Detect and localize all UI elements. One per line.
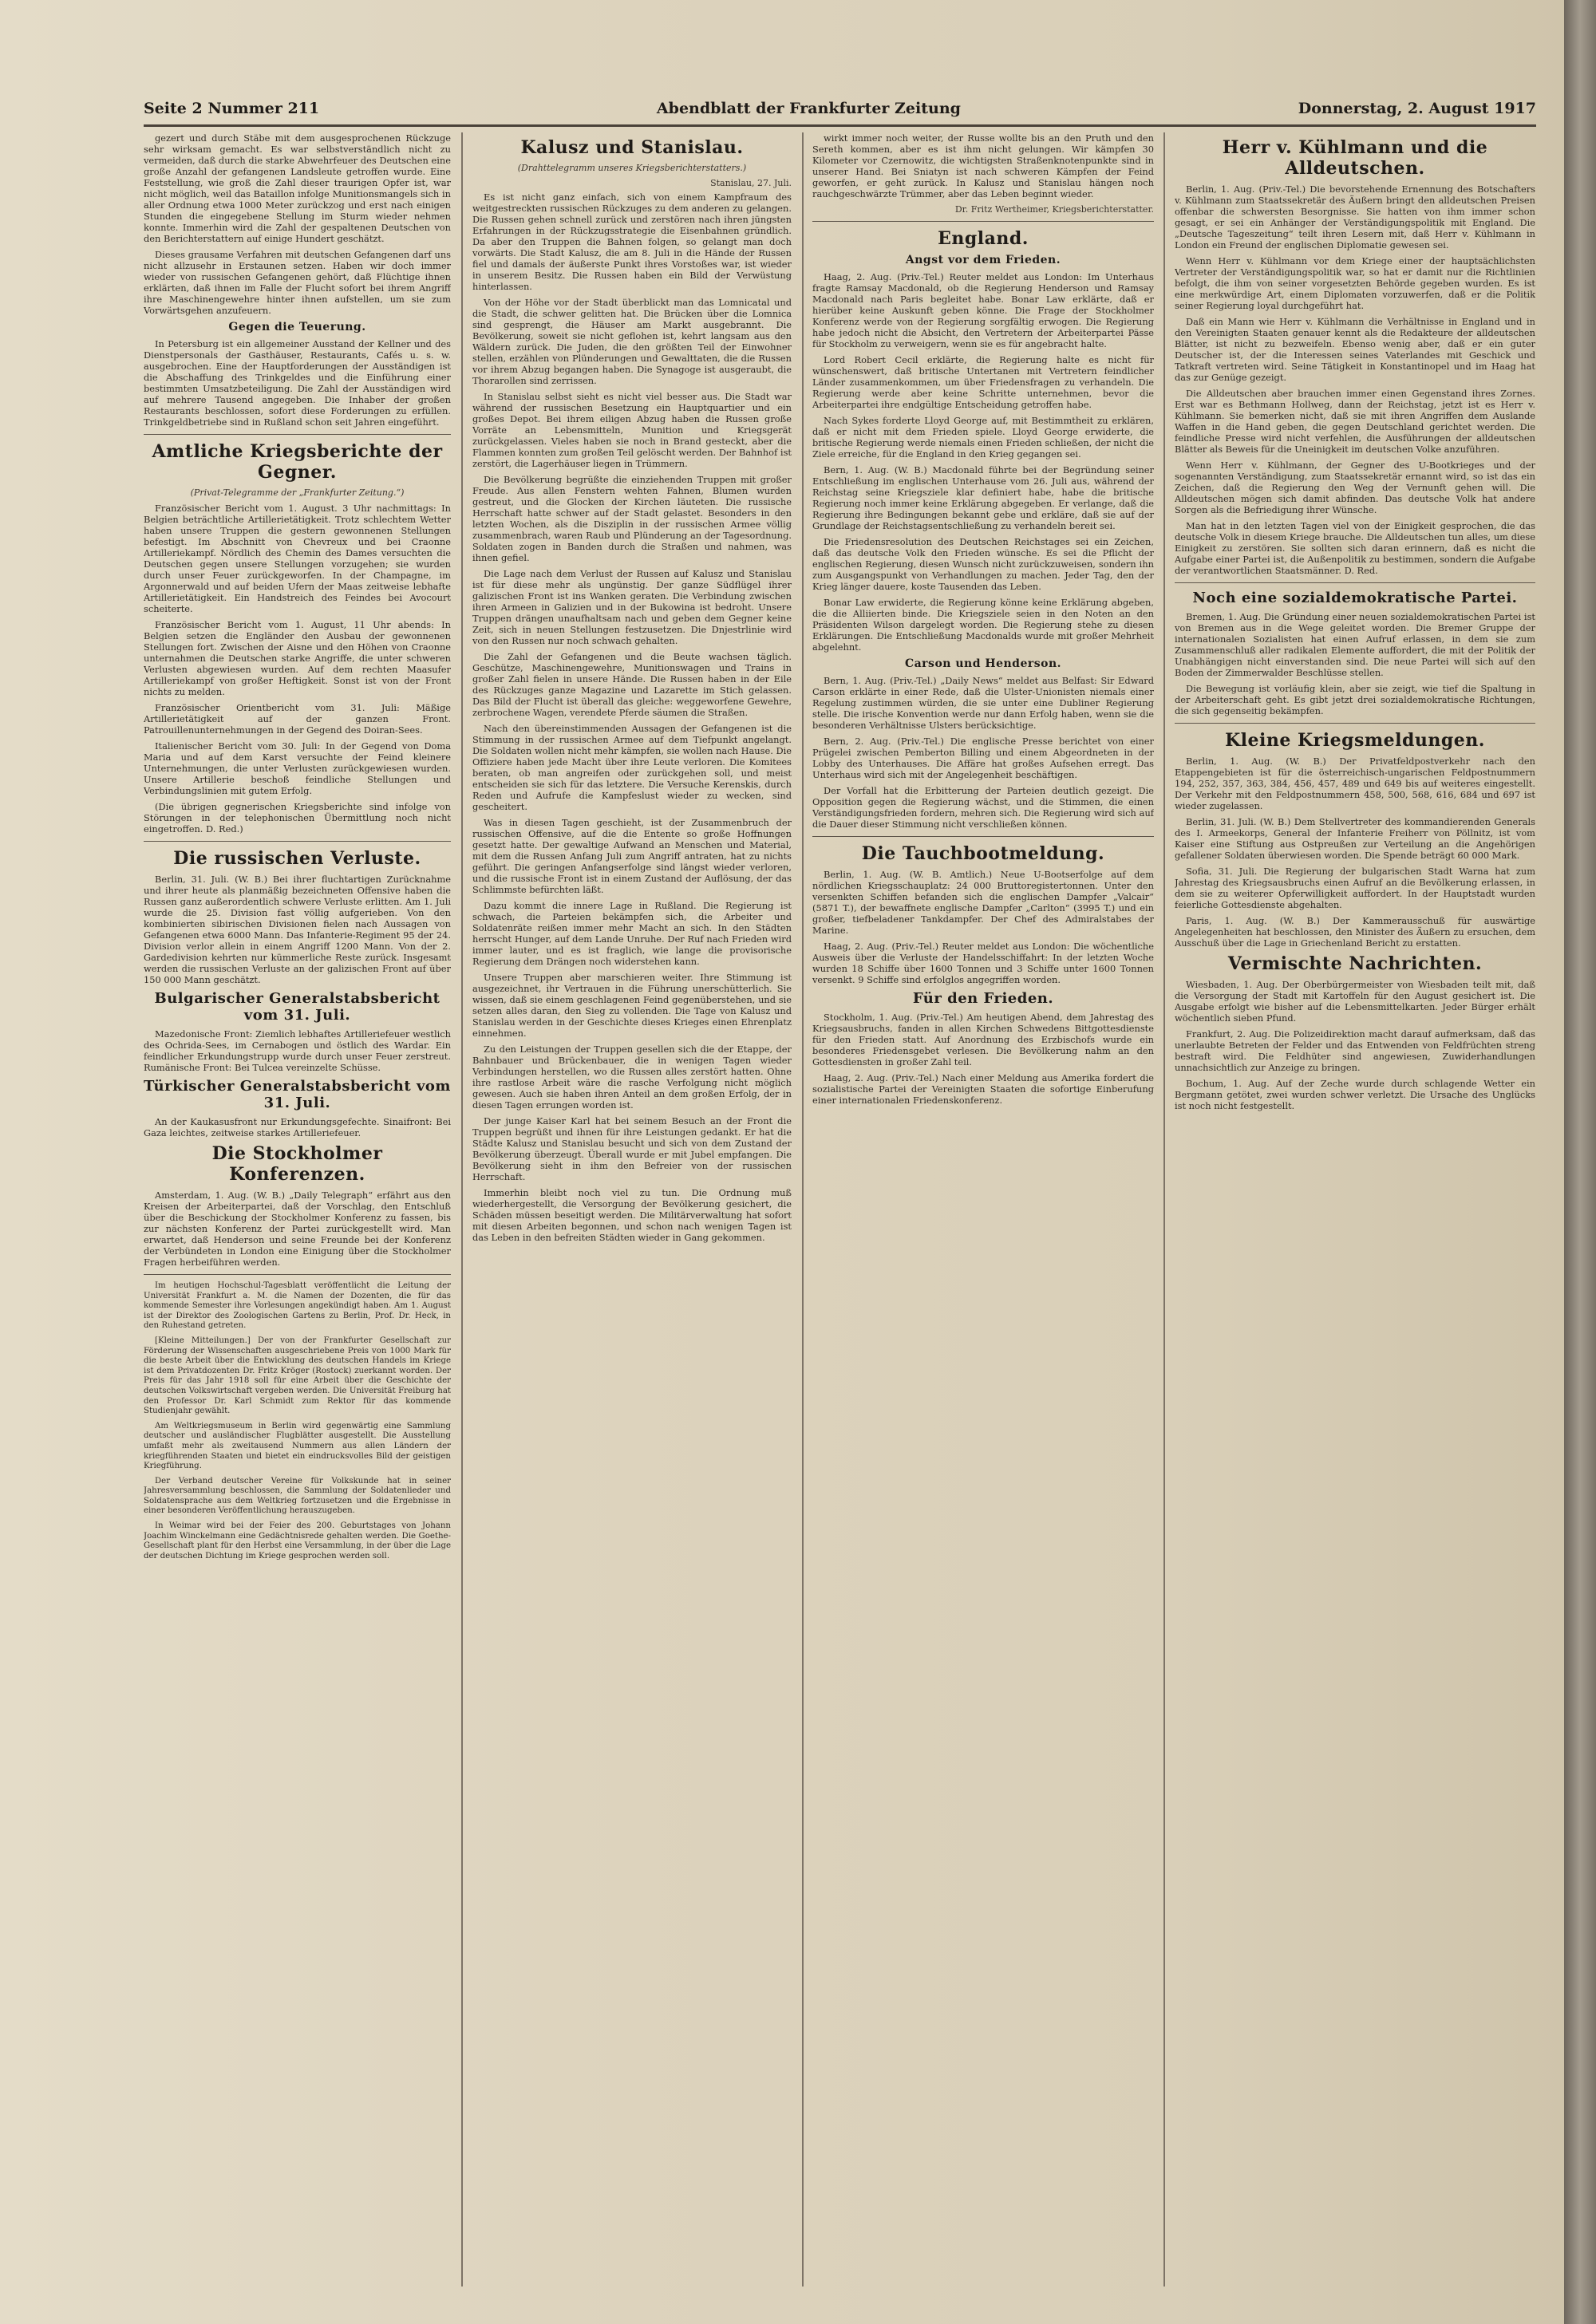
article-headline: Kalusz und Stanislau. [520,137,744,158]
article-paragraph: Italienischer Bericht vom 30. Juli: In der Gegend von Doma Maria und auf dem Karst versuchte der Feind kleinere Unternehmungen, die unter Verlusten zurückgewiesen wurden. Unsere Artillerie beschoß feindliche Stellungen und Verbindungslinien mit gutem Erfolg. [144,740,451,796]
article-paragraph: Paris, 1. Aug. (W. B.) Der Kammerausschuß für auswärtige Angelegenheiten hat beschlossen, den Minister des Äußern zu ersuchen, dem Ausschuß über die Lage in Griechenland Bericht zu erstatten. [1175,915,1535,949]
article-paragraph: In Stanislau selbst sieht es nicht viel besser aus. Die Stadt war während der russischen Besetzung ein Hauptquartier und ein großes Depot. Bei ihrem eiligen Abzug haben die Russen große Vorräte an Lebensmitteln, Munition und Kriegsgerät zurückgelassen. Vieles haben sie noch in Brand gesteckt, aber die Flammen konnten zum großen Teil gelöscht werden. Der Bahnhof ist zerstört, die Lagerhäuser liegen in Trümmern. [472,391,792,469]
article-paragraph: Es ist nicht ganz einfach, sich von einem Kampfraum des weitgestreckten russischen Rückzuges zu dem anderen zu gelangen. Die Russen gehen schnell zurück und zerstören nach ihren jüngsten Erfahrungen in der Rückzugsstrategie die Eisenbahnen gründlich. Da aber den Truppen die Bahnen folgen, so gelangt man doch vorwärts. Die Stadt Kalusz, die am 8. Juli in die Hände der Russen fiel und damals der äußerste Punkt ihres Vorstoßes war, ist wieder in unserem Besitz. Die Russen haben ein Bild der Verwüstung hinterlassen. [472,191,792,292]
article-paragraph: Wenn Herr v. Kühlmann vor dem Kriege einer der hauptsächlichsten Vertreter der Verständigungspolitik war, so hat er damit nur die Richtlinien befolgt, die ihm von seiner vorgesetzten Behörde gegeben wurden. Es ist eine merkwürdige Art, einem Diplomaten vorzuwerfen, daß er die Politik seiner Regierung loyal durchgeführt hat. [1175,255,1535,311]
notice-paragraph: Im heutigen Hochschul-Tagesblatt veröffentlicht die Leitung der Universität Frankfurt a. M. die Namen der Dozenten, die für das kommende Semester ihre Vorlesungen angekündigt haben. Am 1. August ist der Direktor des Zoologischen Gartens zu Berlin, Prof. Dr. Heck, in den Ruhestand getreten. [144,1281,451,1331]
article-headline: Für den Frieden. [912,990,1054,1007]
article-paragraph: Die Bevölkerung begrüßte die einziehenden Truppen mit großer Freude. Aus allen Fenstern wehten Fahnen, Blumen wurden gestreut, und die Glocken der Kirchen läuteten. Die russische Herrschaft hatte schwer auf der Stadt gelastet. Besonders in den letzten Wochen, als die Disziplin in der russischen Armee völlig zusammenbrach, waren Raub und Plünderung an der Tagesordnung. Soldaten zogen in Banden durch die Straßen und nahmen, was ihnen gefiel. [472,474,792,563]
article-paragraph: Nach den übereinstimmenden Aussagen der Gefangenen ist die Stimmung in der russischen Armee auf dem Tiefpunkt angelangt. Die Soldaten wollen nicht mehr kämpfen, sie wollen nach Hause. Die Offiziere haben jede Macht über ihre Leute verloren. Die Komitees beraten, ob man angreifen oder zurückgehen soll, und meist entscheiden sie sich für das letztere. Die Versuche Kerenskis, durch Reden und Aufrufe die Kampfeslust wieder zu wecken, sind gescheitert. [472,723,792,812]
article-paragraph: Der junge Kaiser Karl hat bei seinem Besuch an der Front die Truppen begrüßt und ihnen für ihre Leistungen gedankt. Er hat die Städte Kalusz und Stanislau besucht und sich von dem Zustand der Bevölkerung überzeugt. Überall wurde er mit Jubel empfangen. Die Bevölkerung sieht in ihm den Befreier von der russischen Herrschaft. [472,1115,792,1182]
notice-paragraph: Am Weltkriegsmuseum in Berlin wird gegenwärtig eine Sammlung deutscher und ausländischer Flugblätter ausgestellt. Die Ausstellung umfaßt mehr als zweitausend Nummern aus allen Ländern der kriegführenden Staaten und bietet ein eindrucksvolles Bild der geistigen Kriegführung. [144,1421,451,1471]
article-paragraph: Von der Höhe vor der Stadt überblickt man das Lomnicatal und die Stadt, die schwer gelitten hat. Die Brücken über die Lomnica sind gesprengt, die Häuser am Markt ausgebrannt. Die Bevölkerung, soweit sie nicht geflohen ist, kehrt langsam aus den Wäldern zurück. Die Juden, die den größten Teil der Einwohner stellen, erzählen von Plünderungen und Gewalttaten, die die Russen vor ihrem Abzug begangen haben. Die Synagoge ist ausgeraubt, die Thorarollen sind zerrissen. [472,297,792,386]
article-paragraph: Bonar Law erwiderte, die Regierung könne keine Erklärung abgeben, die die Alliierten binde. Die Kriegsziele seien in den Noten an den Präsidenten Wilson dargelegt worden. Die Regierung stehe zu diesen Erklärungen. Die Entschließung Macdonalds wurde mit großer Mehrheit abgelehnt. [812,597,1154,653]
page-number-label: Seite 2 Nummer 211 [144,100,320,117]
article-paragraph: Französischer Orientbericht vom 31. Juli: Mäßige Artillerietätigkeit auf der ganzen Front. Patrouillenunternehmungen in der Gegend des Doiran-Sees. [144,702,451,736]
article-headline: Vermischte Nachrichten. [1227,953,1483,974]
notice-paragraph: [Kleine Mitteilungen.] Der von der Frankfurter Gesellschaft zur Förderung der Wissenschaften ausgeschriebene Preis von 1000 Mark für die beste Arbeit über die Entwicklung des deutschen Handels im Kriege ist dem Privatdozenten Dr. Fritz Kröger (Rostock) zuerkannt worden. Der Preis für das Jahr 1918 soll für eine Arbeit über die Geschichte der deutschen Volkswirtschaft vergeben werden. Die Universität Freiburg hat den Professor Dr. Karl Schmidt zum Rektor für das kommende Studienjahr gewählt. [144,1336,451,1416]
page-edge [1564,0,1596,2324]
section-rule [1175,723,1535,724]
article-paragraph: Sofia, 31. Juli. Die Regierung der bulgarischen Stadt Warna hat zum Jahrestag des Kriegsausbruchs einen Aufruf an die Bevölkerung erlassen, in dem sie zu weiterer Opferwilligkeit auffordert. In der Hauptstadt wurden feierliche Gottesdienste abgehalten. [1175,866,1535,910]
section-rule [144,841,451,842]
article-paragraph: Französischer Bericht vom 1. August, 11 Uhr abends: In Belgien setzen die Engländer den Ausbau der gewonnenen Stellungen fort. Zwischen der Aisne und den Höhen von Craonne unternahmen die Deutschen starke Angriffe, die unter schweren Verlusten abgewiesen wurden. Auf dem rechten Maasufer Artilleriekampf von großer Heftigkeit. Sonst ist von der Front nichts zu melden. [144,619,451,697]
article-source-line: (Drahttelegramm unseres Kriegsberichterstatters.) [517,163,747,173]
article-paragraph: Dieses grausame Verfahren mit deutschen Gefangenen darf uns nicht allzusehr in Erstaunen setzen. Haben wir doch immer wieder von russischen Gefangenen gehört, daß Flüchtige ihnen erklärten, daß ihnen im Falle der Flucht sofort bei ihrem Angriff ihre Maschinengewehre hinter ihnen aufstellen, um sie zum Vorwärtsgehen anzufeuern. [144,249,451,316]
article-paragraph: Haag, 2. Aug. (Priv.-Tel.) Nach einer Meldung aus Amerika fordert die sozialistische Partei der Vereinigten Staaten die sofortige Einberufung einer internationalen Friedenskonferenz. [812,1072,1154,1106]
article-paragraph: Stockholm, 1. Aug. (Priv.-Tel.) Am heutigen Abend, dem Jahrestag des Kriegsausbruchs, fanden in allen Kirchen Schwedens Bittgottesdienste für den Frieden statt. Auf Anordnung des Erzbischofs wurde ein besonderes Friedensgebet verlesen. Die Bevölkerung nahm an den Gottesdiensten in großer Zahl teil. [812,1012,1154,1067]
article-paragraph: Die Friedensresolution des Deutschen Reichstages sei ein Zeichen, daß das deutsche Volk den Frieden wünsche. Es sei die Pflicht der englischen Regierung, diesen Wunsch nicht zurückzuweisen, sondern ihn zum Ausgangspunkt von Verhandlungen zu machen. Jeder Tag, den der Krieg länger dauere, koste Tausenden das Leben. [812,536,1154,592]
article-byline: Dr. Fritz Wertheimer, Kriegsberichterstatter. [954,204,1154,215]
article-paragraph: Dazu kommt die innere Lage in Rußland. Die Regierung ist schwach, die Parteien bekämpfen sich, die Arbeiter und Soldatenräte reißen immer mehr Macht an sich. In den Städten herrscht Hunger, auf dem Lande Unruhe. Der Ruf nach Frieden wird immer lauter, und es ist fraglich, wie lange die provisorische Regierung dem Drängen noch widerstehen kann. [472,900,792,967]
article-paragraph: Mazedonische Front: Ziemlich lebhaftes Artilleriefeuer westlich des Ochrida-Sees, im Cernabogen und östlich des Wardar. Ein feindlicher Erkundungstrupp wurde durch unser Feuer zerstreut. Rumänische Front: Bei Tulcea vereinzelte Schüsse. [144,1028,451,1073]
article-paragraph: Berlin, 31. Juli. (W. B.) Dem Stellvertreter des kommandierenden Generals des I. Armeekorps, General der Infanterie Freiherr von Pöllnitz, ist vom Kaiser eine Stiftung aus Ostpreußen zur Verteilung an die Angehörigen gefallener Soldaten überwiesen worden. Die Spende beträgt 60 000 Mark. [1175,816,1535,861]
column-divider [461,132,463,2287]
article-paragraph: Immerhin bleibt noch viel zu tun. Die Ordnung muß wiederhergestellt, die Versorgung der Bevölkerung gesichert, die Schäden müssen beseitigt werden. Die Militärverwaltung hat sofort mit diesen Arbeiten begonnen, und schon nach wenigen Tagen ist das Leben in den befreiten Städten wieder in Gang gekommen. [472,1187,792,1243]
article-paragraph: wirkt immer noch weiter, der Russe wollte bis an den Pruth und den Sereth kommen, aber es ist ihm nicht gelungen. Wir kämpfen 30 Kilometer vor Czernowitz, die wichtigsten Straßenknotenpunkte sind in unserer Hand. Bei Sniatyn ist nach schweren Kämpfen der Feind geworfen, er geht zurück. In Kalusz und Stanislau hängen noch rauchgeschwärzte Trümmer, aber das Leben beginnt wieder. [812,132,1154,199]
article-headline: Amtliche Kriegsberichte der Gegner. [152,441,443,483]
article-paragraph: Zu den Leistungen der Truppen gesellen sich die der Etappe, der Bahnbauer und Brückenbauer, die in wenigen Tagen wieder Verbindungen herstellen, wo die Russen alles zerstört hatten. Ohne ihre rastlose Arbeit wäre die rasche Verfolgung nicht möglich gewesen. Auch sie haben ihren Anteil an dem großen Erfolg, der in diesen Tagen errungen worden ist. [472,1044,792,1111]
article-paragraph: Berlin, 31. Juli. (W. B.) Bei ihrer fluchtartigen Zurücknahme und ihrer heute als planmäßig bezeichneten Offensive haben die Russen ganz außerordentlich schwere Verluste erlitten. Am 1. Juli wurde die 25. Division fast völlig aufgerieben. Von den kombinierten sibirischen Divisionen fielen nach Aussagen von Gefangenen etwa 6000 Mann. Das Infanterie-Regiment 95 der 24. Division verlor allein in einem Angriff 1200 Mann. Von der 2. Gardedivision kehrten nur kümmerliche Reste zurück. Insgesamt werden die russischen Verluste an der galizischen Front auf über 150 000 Mann geschätzt. [144,874,451,985]
article-headline: Die Tauchbootmeldung. [861,843,1105,864]
page-header [144,94,1536,123]
column-4 [1175,132,1535,2288]
article-paragraph: Die Bewegung ist vorläufig klein, aber sie zeigt, wie tief die Spaltung in der Arbeiterschaft geht. Es gibt jetzt drei sozialdemokratische Richtungen, die sich gegenseitig bekämpfen. [1175,683,1535,716]
article-headline: Die russischen Verluste. [173,848,421,869]
notice-paragraph: In Weimar wird bei der Feier des 200. Geburtstages von Johann Joachim Winckelmann eine Gedächtnisrede gehalten werden. Die Goethe-Gesellschaft plant für den Herbst eine Versammlung, in der über die Lage der deutschen Dichtung im Kriege gesprochen werden soll. [144,1521,451,1561]
article-paragraph: Haag, 2. Aug. (Priv.-Tel.) Reuter meldet aus London: Die wöchentliche Ausweis über die Verluste der Handelsschiffahrt: In der letzten Woche wurden 18 Schiffe über 1600 Tonnen und 3 Schiffe unter 1600 Tonnen versenkt. 9 Schiffe sind erfolglos angegriffen worden. [812,941,1154,985]
article-headline: Herr v. Kühlmann und die Alldeutschen. [1222,137,1488,179]
section-rule [144,434,451,435]
article-headline: Die Stockholmer Konferenzen. [211,1143,383,1185]
article-paragraph: Bochum, 1. Aug. Auf der Zeche wurde durch schlagende Wetter ein Bergmann getötet, zwei wurden schwer verletzt. Die Ursache des Unglücks ist noch nicht festgestellt. [1175,1078,1535,1111]
column-2 [472,132,792,2288]
article-paragraph: Die Zahl der Gefangenen und die Beute wachsen täglich. Geschütze, Maschinengewehre, Munitionswagen und Trains in großer Zahl fielen in unsere Hände. Die Russen haben in der Eile des Rückzuges ganze Magazine und Lazarette im Stich gelassen. Das Bild der Flucht ist überall das gleiche: weggeworfene Gewehre, zerbrochene Wagen, verendete Pferde säumen die Straßen. [472,651,792,718]
article-paragraph: gezert und durch Stäbe mit dem ausgesprochenen Rückzuge sehr wirksam gemacht. Es war selbstverständlich nicht zu vermeiden, daß durch die starke Abwehrfeuer des Deutschen eine große Anzahl der gefangenen Landsleute getroffen wurde. Eine Feststellung, wie groß die Zahl dieser traurigen Opfer ist, war nicht möglich, weil das Bataillon infolge Munitionsmangels sich in aller Ordnung etwa 1000 Meter zurückzog und erst nach einigen Stunden die eingegebene Stellung im Sturm wieder nehmen konnte. Immerhin wird die Zahl der gespaltenen Deutschen von den Berichterstattern auf einige Hundert geschätzt. [144,132,451,244]
article-headline: Kleine Kriegsmeldungen. [1225,730,1485,751]
article-source-line: (Privat-Telegramme der „Frankfurter Zeitung.“) [190,487,405,498]
article-paragraph: Bern, 1. Aug. (Priv.-Tel.) „Daily News“ meldet aus Belfast: Sir Edward Carson erklärte in einer Rede, daß die Ulster-Unionisten niemals einer Regelung zustimmen würden, die sie unter eine Dubliner Regierung stelle. Die irische Konvention werde nur dann Erfolg haben, wenn sie die besonderen Verhältnisse Ulsters berücksichtige. [812,675,1154,731]
article-paragraph: Bern, 1. Aug. (W. B.) Macdonald führte bei der Begründung seiner Entschließung im englischen Unterhause vom 26. Juli aus, während der Reichstag seine Kriegsziele klar definiert habe, habe die britische Regierung noch immer keine Erklärung abgegeben. Er verlange, daß die Regierung ihre Bedingungen bekannt gebe und erkläre, daß sie auf der Grundlage der Reichstagsentschließung zu verhandeln bereit sei. [812,464,1154,531]
masthead-title: Abendblatt der Frankfurter Zeitung [656,100,961,117]
article-paragraph: Nach Sykes forderte Lloyd George auf, mit Bestimmtheit zu erklären, daß er nicht mit dem Frieden spiele. Lloyd George erwiderte, die britische Regierung werde niemals einen Frieden schließen, der nicht die Ziele erreiche, für die England in den Krieg gegangen sei. [812,415,1154,460]
column-divider [802,132,804,2287]
article-headline: Noch eine sozialdemokratische Partei. [1192,590,1518,606]
article-paragraph: Berlin, 1. Aug. (W. B.) Der Privatfeldpostverkehr nach den Etappengebieten ist für die österreichisch-ungarischen Feldpostnummern 194, 252, 357, 363, 384, 456, 457, 489 und 649 bis auf weiteres eingestellt. Der Verkehr mit den Feldpostnummern 458, 500, 568, 616, 684 und 697 ist wieder zugelassen. [1175,756,1535,811]
section-rule [144,1274,451,1275]
article-paragraph: Was in diesen Tagen geschieht, ist der Zusammenbruch der russischen Offensive, auf die die Entente so große Hoffnungen gesetzt hatte. Der gewaltige Aufwand an Menschen und Material, mit dem die Russen Anfang Juli zum Angriff antraten, hat zu nichts geführt. Die geringen Anfangserfolge sind längst wieder verloren, und die russische Front ist in einem Zustand der Auflösung, der das Schlimmste befürchten läßt. [472,817,792,895]
column-divider [1163,132,1165,2287]
article-paragraph: Berlin, 1. Aug. (Priv.-Tel.) Die bevorstehende Ernennung des Botschafters v. Kühlmann zum Staatssekretär des Äußern bringt den alldeutschen Preisen offenbar die schwersten Besorgnisse. Sie hatten von ihm immer schon gesagt, er sei ein Anhänger der Verständigungspolitik mit England. Die „Deutsche Tageszeitung“ teilt ihren Lesern mit, daß Herr v. Kühlmann in London ein Freund der englischen Diplomatie gewesen sei. [1175,183,1535,251]
column-3 [812,132,1154,2288]
article-headline: England. [938,228,1029,249]
article-paragraph: Die Alldeutschen aber brauchen immer einen Gegenstand ihres Zornes. Erst war es Bethmann Hollweg, dann der Reichstag, jetzt ist es Herr v. Kühlmann. Sie bemerken nicht, daß sie mit ihren Angriffen dem Auslande Waffen in die Hand geben, die gegen Deutschland gerichtet werden. Die feindliche Presse wird nicht verfehlen, die Ausführungen der alldeutschen Blätter als Beweis für die Uneinigkeit im deutschen Volke anzuführen. [1175,388,1535,455]
article-paragraph: (Die übrigen gegnerischen Kriegsberichte sind infolge von Störungen in der telephonischen Übermittlung noch nicht eingetroffen. D. Red.) [144,801,451,835]
section-rule [812,836,1154,837]
article-subheadline: Carson und Henderson. [904,657,1062,670]
article-paragraph: Man hat in den letzten Tagen viel von der Einigkeit gesprochen, die das deutsche Volk in diesem Kriege brauche. Die Alldeutschen tun alles, um diese Einigkeit zu zerstören. Sie sollten sich daran erinnern, daß es nicht die Aufgabe einer Partei ist, die Außenpolitik zu bestimmen, sondern die Aufgabe der verantwortlichen Staatsmänner. D. Red. [1175,520,1535,576]
article-paragraph: Amsterdam, 1. Aug. (W. B.) „Daily Telegraph“ erfährt aus den Kreisen der Arbeiterpartei, daß der Vorschlag, den Entschluß über die Beschickung der Stockholmer Konferenz zu fassen, bis zur nächsten Konferenz der Partei zurückgestellt wird. Man erwartet, daß Henderson und seine Freunde bei der Konferenz der Verbündeten in London eine Einigung über die Stockholmer Fragen herbeiführen werden. [144,1190,451,1268]
section-rule [1175,582,1535,583]
article-paragraph: An der Kaukasusfront nur Erkundungsgefechte. Sinaifront: Bei Gaza leichtes, zeitweise starkes Artilleriefeuer. [144,1116,451,1138]
issue-date: Donnerstag, 2. August 1917 [1298,100,1536,117]
article-paragraph: Französischer Bericht vom 1. August. 3 Uhr nachmittags: In Belgien beträchtliche Artillerietätigkeit. Trotz schlechtem Wetter haben unsere Truppen die gestern gewonnenen Stellungen befestigt. Im Abschnitt von Chevreux und bei Craonne Artilleriekampf. Nördlich des Chemin des Dames versuchten die Deutschen gegen unsere Stellungen vorzugehen; sie wurden durch unser Feuer zurückgeworfen. In der Champagne, im Argonnerwald und auf beiden Ufern der Maas zeitweise lebhafte Artillerietätigkeit. Ein Handstreich des Feindes bei Avocourt scheiterte. [144,503,451,614]
article-paragraph: Bern, 2. Aug. (Priv.-Tel.) Die englische Presse berichtet von einer Prügelei zwischen Pemberton Billing und einem Abgeordneten in der Lobby des Unterhauses. Die Affäre hat großes Aufsehen erregt. Das Unterhaus wird sich mit der Angelegenheit beschäftigen. [812,736,1154,780]
article-dateline: Stanislau, 27. Juli. [710,178,792,188]
section-rule [812,221,1154,222]
article-subheadline: Gegen die Teuerung. [228,321,366,333]
notice-paragraph: Der Verband deutscher Vereine für Volkskunde hat in seiner Jahresversammlung beschlossen, die Sammlung der Soldatenlieder und Soldatensprache aus dem Weltkrieg fortzusetzen und die Ergebnisse in einer besonderen Veröffentlichung herauszugeben. [144,1476,451,1516]
article-paragraph: Haag, 2. Aug. (Priv.-Tel.) Reuter meldet aus London: Im Unterhaus fragte Ramsay Macdonald, ob die Regierung Henderson und Ramsay Macdonald nach Paris begleitet habe. Bonar Law erklärte, daß er hierüber keine Auskunft geben könne. Die Frage der Stockholmer Konferenz werde von der Regierung sorgfältig erwogen. Die Regierung habe jedoch nicht die Absicht, den Vertretern der Arbeiterpartei Pässe für Stockholm zu verweigern, wenn sie es für angebracht halte. [812,271,1154,349]
article-paragraph: Lord Robert Cecil erklärte, die Regierung halte es nicht für wünschenswert, daß britische Untertanen mit Vertretern feindlicher Länder zusammenkommen, um über Friedensfragen zu verhandeln. Die Regierung werde aber keine Schritte unternehmen, bevor die Arbeiterpartei ihre endgültige Entscheidung getroffen habe. [812,354,1154,410]
article-paragraph: Frankfurt, 2. Aug. Die Polizeidirektion macht darauf aufmerksam, daß das unerlaubte Betreten der Felder und das Entwenden von Feldfrüchten streng bestraft wird. Die Feldhüter sind angewiesen, Zuwiderhandlungen unnachsichtlich zur Anzeige zu bringen. [1175,1028,1535,1073]
article-subheadline: Angst vor dem Frieden. [905,254,1061,266]
article-paragraph: Berlin, 1. Aug. (W. B. Amtlich.) Neue U-Bootserfolge auf dem nördlichen Kriegsschauplatz: 24 000 Bruttoregistertonnen. Unter den versenkten Schiffen befanden sich die englischen Dampfer „Valcair“ (5871 T.), der bewaffnete englische Dampfer „Carlton“ (3995 T.) und ein großer, tiefbeladener Tankdampfer. Der Chef des Admiralstabes der Marine. [812,869,1154,936]
header-rule [144,124,1536,127]
article-paragraph: Bremen, 1. Aug. Die Gründung einer neuen sozialdemokratischen Partei ist von Bremen aus in die Wege geleitet worden. Die Bremer Gruppe der internationalen Sozialisten hat einen Aufruf erlassen, in dem sie zum Zusammenschluß aller radikalen Elemente auffordert, die mit der Politik der Unabhängigen nicht einverstanden sind. Die neue Partei will sich auf den Boden der Zimmerwalder Beschlüsse stellen. [1175,611,1535,678]
article-paragraph: Wiesbaden, 1. Aug. Der Oberbürgermeister von Wiesbaden teilt mit, daß die Versorgung der Stadt mit Kartoffeln für den August gesichert ist. Die Ausgabe erfolgt wie bisher auf die Lebensmittelkarten. Jeder Bürger erhält wöchentlich sieben Pfund. [1175,979,1535,1024]
article-paragraph: Der Vorfall hat die Erbitterung der Parteien deutlich gezeigt. Die Opposition gegen die Regierung wächst, und die Stimmen, die einen Verständigungsfrieden fordern, mehren sich. Die Regierung wird sich auf die Dauer dieser Stimmung nicht verschließen können. [812,785,1154,830]
column-1 [144,132,451,2288]
article-headline: Türkischer Generalstabsbericht vom 31. Juli. [144,1078,451,1111]
article-paragraph: Wenn Herr v. Kühlmann, der Gegner des U-Bootkrieges und der sogenannten Verständigung, zum Staatssekretär ernannt wird, so ist das ein Zeichen, daß die Regierung den Weg der Vernunft gehen will. Die Alldeutschen mögen sich damit abfinden. Das deutsche Volk hat andere Sorgen als die Befriedigung ihrer Wünsche. [1175,460,1535,515]
article-headline: Bulgarischer Generalstabsbericht vom 31. Juli. [154,990,440,1024]
article-paragraph: Die Lage nach dem Verlust der Russen auf Kalusz und Stanislau ist für diese mehr als ungünstig. Der ganze Südflügel ihrer galizischen Front ist ins Wanken geraten. Die Verbindung zwischen ihren Armeen in Galizien und in der Bukowina ist bedroht. Unsere Truppen drängen unaufhaltsam nach und geben dem Gegner keine Zeit, sich in neuen Stellungen festzusetzen. Die Dnjestrlinie wird von den Russen nur noch schwach gehalten. [472,568,792,646]
article-paragraph: Unsere Truppen aber marschieren weiter. Ihre Stimmung ist ausgezeichnet, ihr Vertrauen in die Führung unerschütterlich. Sie wissen, daß sie einem geschlagenen Feind gegenüberstehen, und sie setzen alles daran, den Sieg zu vollenden. Die Tage von Kalusz und Stanislau werden in der Geschichte dieses Krieges einen Ehrenplatz einnehmen. [472,972,792,1039]
article-paragraph: In Petersburg ist ein allgemeiner Ausstand der Kellner und des Dienstpersonals der Gasthäuser, Restaurants, Cafés u. s. w. ausgebrochen. Eine der Hauptforderungen der Ausständigen ist die Abschaffung des Trinkgeldes und die Einführung einer bestimmten Umsatzbeteiligung. Die Zahl der Ausständigen wird auf mehrere Tausend angegeben. Die Inhaber der großen Restaurants beschlossen, sofort diese Forderungen zu erfüllen. Trinkgeldbetriebe sind in Rußland schon seit Jahren eingeführt. [144,338,451,428]
article-paragraph: Daß ein Mann wie Herr v. Kühlmann die Verhältnisse in England und in den Vereinigten Staaten genauer kennt als die Redakteure der alldeutschen Blätter, ist nicht zu bezweifeln. Ebenso wenig aber, daß er ein guter Deutscher ist, der die Interessen seines Vaterlandes mit Geschick und Tatkraft vertreten wird. Seine Tätigkeit in Konstantinopel und im Haag hat das zur Genüge gezeigt. [1175,316,1535,383]
